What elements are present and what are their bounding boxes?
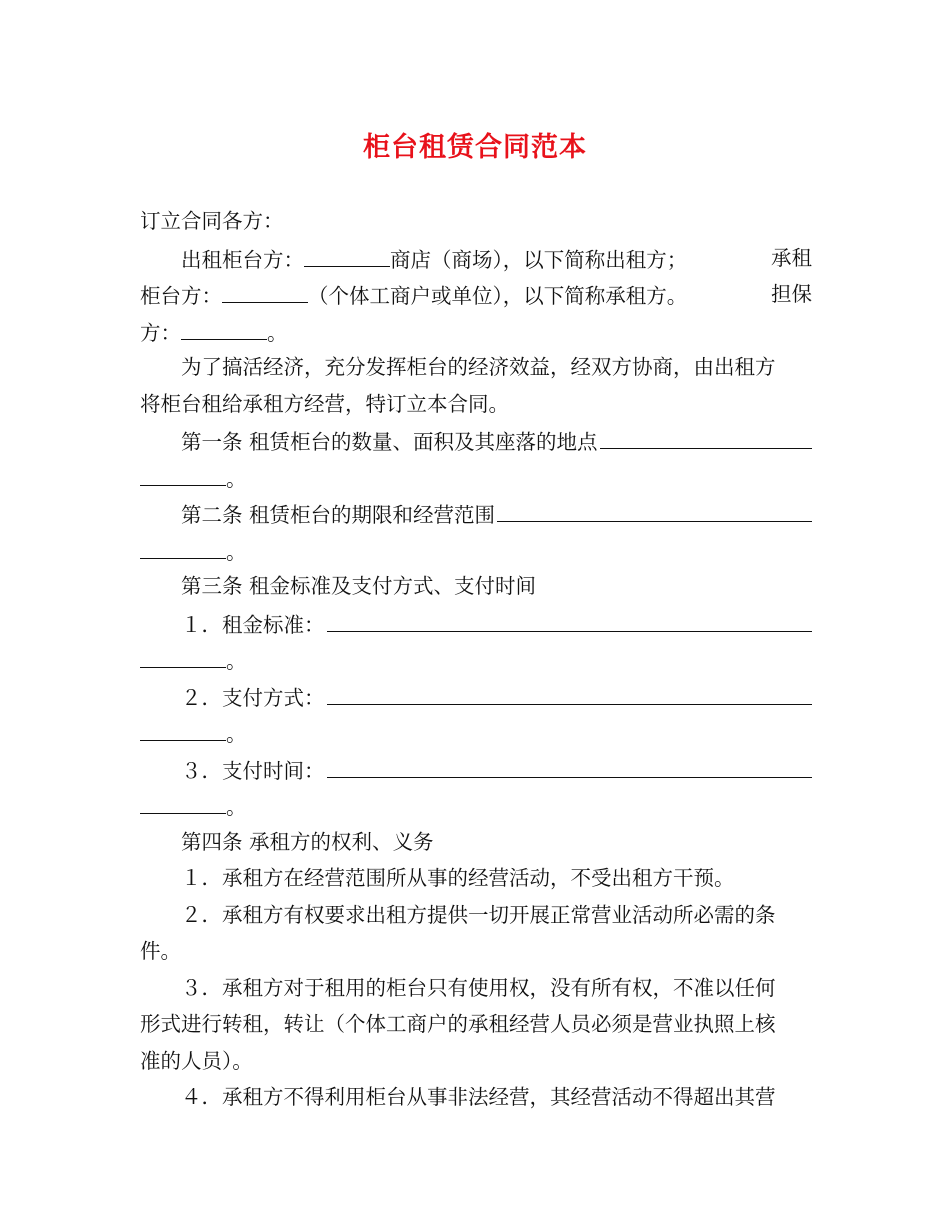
article-4-item-2-cont: 件。	[140, 939, 181, 963]
lessee-blank	[222, 276, 308, 303]
guarantor-blank	[181, 313, 267, 340]
payment-method-blank	[327, 678, 813, 705]
lessee-label-start: 承租	[771, 245, 812, 270]
rent-standard-blank	[327, 605, 813, 632]
parties-heading: 订立合同各方：	[140, 209, 284, 233]
lessor-text: 出租柜台方： 商店（商场），以下简称出租方；	[181, 240, 687, 277]
article-1-blank-cont	[140, 459, 226, 486]
intro-line-2: 将柜台租给承租方经营，特订立本合同。	[140, 391, 509, 416]
rent-standard-blank-cont	[140, 641, 226, 668]
lessor-line	[140, 240, 812, 277]
article-4-item-3-cont-2: 准的人员）。	[140, 1048, 253, 1073]
article-2-blank	[497, 495, 812, 522]
article-4-item-3-cont-1: 形式进行转租，转让（个体工商户的承租经营人员必须是营业执照上核	[140, 1012, 776, 1036]
article-3-item-2-cont: 。	[140, 714, 812, 751]
article-4-item-2: ２．承租方有权要求出租方提供一切开展正常营业活动所必需的条	[181, 902, 776, 927]
article-4-item-3: ３．承租方对于租用的柜台只有使用权，没有所有权，不准以任何	[181, 975, 776, 1000]
payment-method-blank-cont	[140, 714, 226, 741]
article-1-cont: 。	[140, 459, 812, 496]
article-4-item-1: １．承租方在经营范围所从事的经营活动，不受出租方干预。	[181, 866, 735, 890]
article-3: 第三条 租金标准及支付方式、支付时间	[181, 574, 537, 598]
payment-time-blank-cont	[140, 787, 226, 814]
article-3-item-1-cont: 。	[140, 641, 812, 678]
lessee-line	[140, 276, 812, 313]
document-body	[140, 203, 812, 1116]
article-3-item-1: １．租金标准：	[140, 605, 812, 642]
article-1: 第一条 租赁柜台的数量、面积及其座落的地点	[140, 422, 812, 459]
article-3-item-3: ３．支付时间：	[140, 751, 812, 788]
article-3-item-3-cont: 。	[140, 787, 812, 824]
payment-time-blank	[327, 751, 813, 778]
intro-line-1: 为了搞活经济，充分发挥柜台的经济效益，经双方协商，由出租方	[181, 355, 776, 379]
article-4: 第四条 承租方的权利、义务	[181, 829, 434, 854]
article-2: 第二条 租赁柜台的期限和经营范围	[140, 495, 812, 532]
article-4-item-4: ４．承租方不得利用柜台从事非法经营，其经营活动不得超出其营	[181, 1085, 776, 1109]
document-title: 柜台租赁合同范本	[363, 132, 587, 163]
article-2-cont: 。	[140, 532, 812, 569]
lessee-text: 柜台方： （个体工商户或单位），以下简称承租方。	[140, 276, 687, 313]
guarantor-label-start: 担保	[771, 282, 812, 306]
article-2-blank-cont	[140, 532, 226, 559]
article-1-blank	[600, 422, 812, 449]
article-3-item-2: ２．支付方式：	[140, 678, 812, 715]
guarantor-line: 方： 。	[140, 313, 812, 350]
lessor-blank	[304, 240, 390, 267]
